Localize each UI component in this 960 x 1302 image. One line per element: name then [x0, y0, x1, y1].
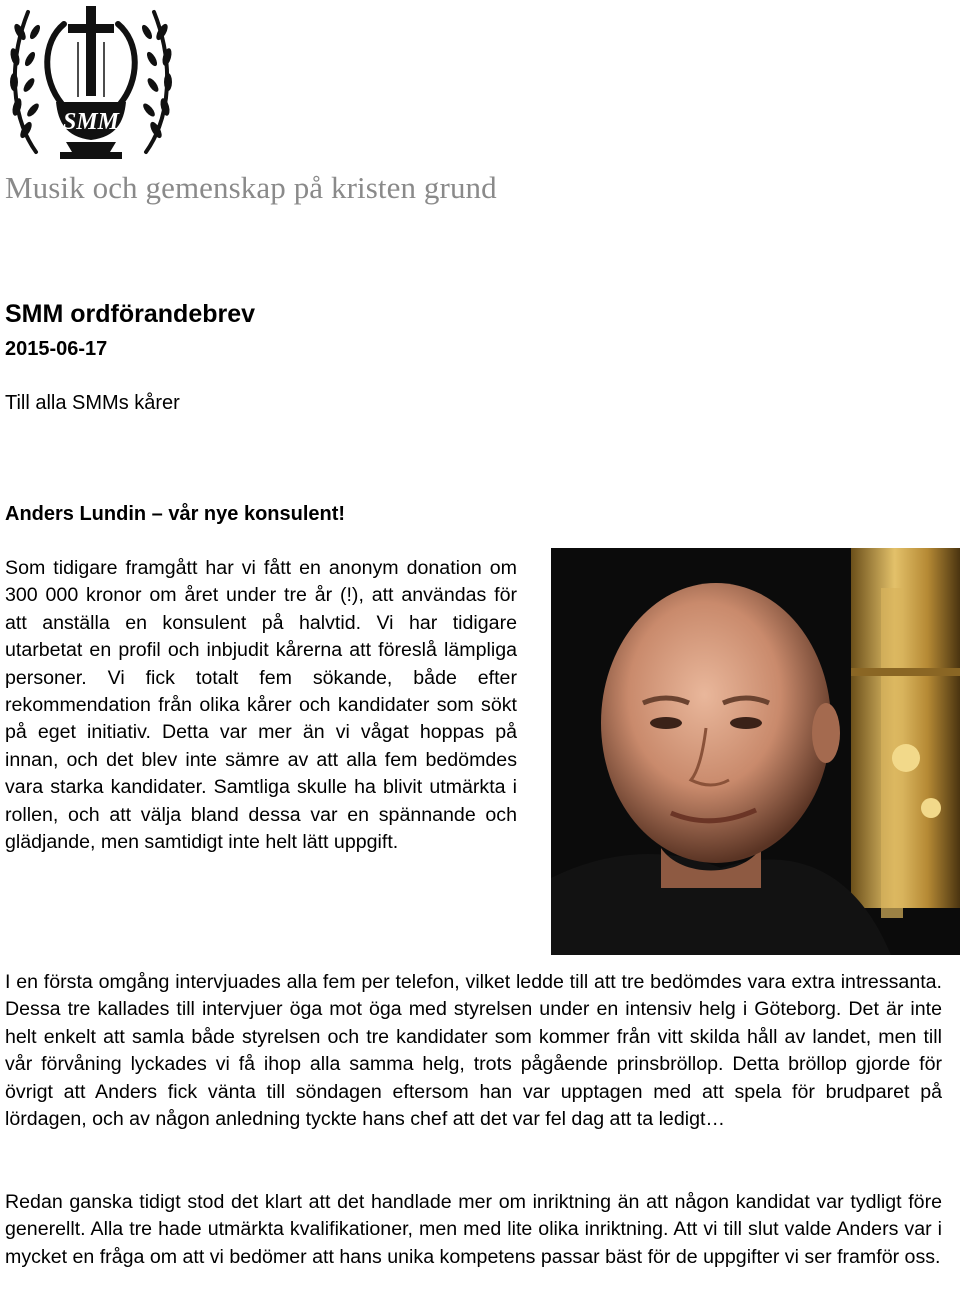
article-heading: Anders Lundin – vår nye konsulent! [5, 503, 346, 525]
body-paragraph-3: Redan ganska tidigt stod det klart att det handlade mer om inriktning än att någon kandidat var tydligt före generellt. Alla tre hade utmärkta kvalifikationer, men med lite olika inriktning. Att vi till slut valde Anders var i mycket en fråga om att vi bedömer att hans unika kompetens passar bäst för de uppgifter vi ser framför oss. [5, 1191, 942, 1268]
body-paragraph-2: I en första omgång intervjuades alla fem per telefon, vilket ledde till att tre bedömdes vara extra intressanta. Dessa tre kallades till intervjuer öga mot öga med styrelsen under en intensiv helg i Göteborg. Det är inte helt enkelt att samla både styrelsen och tre kandidater som kommer från vitt skilda håll av landet, men till vår förvåning lyckades vi få ihop alla samma helg, trots pågående prinsbröllop. Detta bröllop gjorde för övrigt att Anders fick vänta till söndagen eftersom han var upptagen med att spela för brudparet på lördagen, och av någon anledning tyckte hans chef att det var fel dag att ta ledigt… [5, 971, 942, 1131]
logo-text: SMM [62, 109, 120, 135]
portrait-photo [551, 548, 960, 955]
recipient-line: Till alla SMMs kårer [5, 392, 180, 414]
document-date: 2015-06-17 [5, 338, 108, 360]
smm-logo [6, 2, 176, 172]
portrait-photo-man-with-tuba [551, 548, 960, 955]
body-paragraph-1: Som tidigare framgått har vi fått en anonym donation om 300 000 kronor om året under tre år (!), att användas för att anställa en konsulent på halvtid. Vi har tidigare utarbetat en profil och inbjudit kårerna att föreslå lämpliga personer. Vi fick totalt fem sökande, både efter rekommendation från olika kårer och kandidater som sökt på eget initiativ. Detta var mer än vi vågat hoppas på innan, och det blev inte sämre av att alla fem bedömdes vara starka kandidater. Samtliga skulle ha blivit utmärkta i rollen, och att välja bland dessa var en spännande och glädjande, men samtidigt inte helt lätt uppgift. [5, 557, 517, 854]
document-title: SMM ordförandebrev [5, 300, 256, 328]
lyre-with-cross-and-laurel-logo [6, 2, 176, 172]
tagline: Musik och gemenskap på kristen grund [5, 170, 497, 205]
